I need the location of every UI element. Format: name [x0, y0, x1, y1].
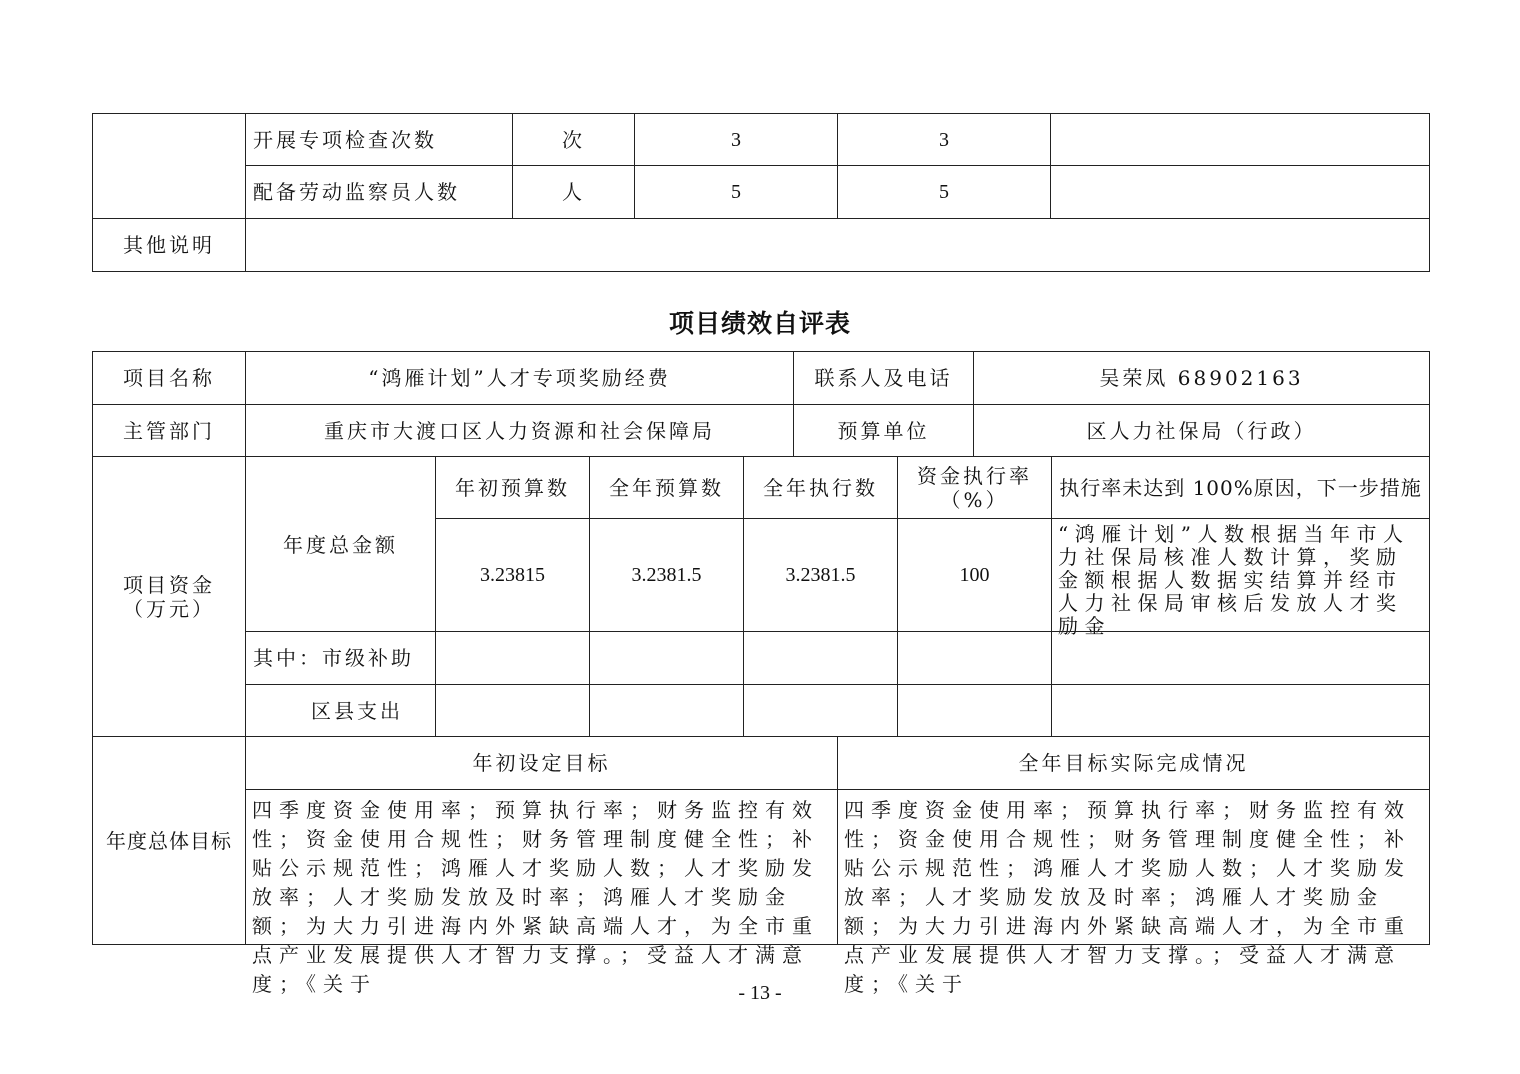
- project-name: “鸿雁计划”人才专项奖励经费: [245, 351, 794, 405]
- header-reason: 执行率未达到 100%原因，下一步措施: [1051, 456, 1430, 519]
- budget-unit-value: 区人力社保局（行政）: [973, 404, 1430, 457]
- empty-cell: [743, 631, 898, 685]
- actual-cell: 3: [837, 113, 1051, 166]
- empty-cell: [589, 684, 744, 737]
- header-annual-budget: 全年预算数: [589, 456, 744, 519]
- other-label: 其他说明: [92, 218, 246, 272]
- dept-label: 主管部门: [92, 404, 246, 457]
- initial-budget-value: 3.23815: [435, 518, 590, 632]
- empty-cell: [435, 631, 590, 685]
- empty-cell: [897, 684, 1052, 737]
- project-name-label: 项目名称: [92, 351, 246, 405]
- set-goal-text: 四季度资金使用率；预算执行率；财务监控有效性；资金使用合规性；财务管理制度健全性；补贴公示规范性；鸿雁人才奖励人数；人才奖励发放率；人才奖励发放及时率；鸿雁人才奖励金额；为大力引进海内外紧缺高端人才，为全市重点产业发展提供人才智力支撑。；受益人才满意度；《关于: [245, 789, 838, 945]
- actual-goal-text: 四季度资金使用率；预算执行率；财务监控有效性；资金使用合规性；财务管理制度健全性；补贴公示规范性；鸿雁人才奖励人数；人才奖励发放率；人才奖励发放及时率；鸿雁人才奖励金额；为大力引进海内外紧缺高端人才，为全市重点产业发展提供人才智力支撑。；受益人才满意度；《关于: [837, 789, 1430, 945]
- contact-value: 吴荣凤 68902163: [973, 351, 1430, 405]
- target-cell: 5: [634, 165, 838, 219]
- page-number: - 13 -: [738, 982, 782, 1004]
- empty-cell: [1051, 684, 1430, 737]
- header-initial-budget: 年初预算数: [435, 456, 590, 519]
- budget-unit-label: 预算单位: [793, 404, 974, 457]
- empty-cell: [1051, 631, 1430, 685]
- county-expense-label: 区县支出: [245, 684, 436, 737]
- merged-category-cell: [92, 113, 246, 219]
- empty-cell: [897, 631, 1052, 685]
- goals-label: 年度总体目标: [92, 736, 246, 945]
- header-annual-execution: 全年执行数: [743, 456, 898, 519]
- target-cell: 3: [634, 113, 838, 166]
- empty-cell: [743, 684, 898, 737]
- empty-cell: [435, 684, 590, 737]
- empty-cell: [589, 631, 744, 685]
- unit-cell: 次: [512, 113, 635, 166]
- page-title: 项目绩效自评表: [668, 309, 851, 338]
- city-subsidy-label: 其中：市级补助: [245, 631, 436, 685]
- actual-cell: 5: [837, 165, 1051, 219]
- set-goal-header: 年初设定目标: [245, 736, 838, 790]
- other-value: [245, 218, 1430, 272]
- reason-text: “鸿雁计划”人数根据当年市人力社保局核准人数计算，奖励金额根据人数据实结算并经市人力社保局审核后发放人才奖励金: [1051, 518, 1430, 632]
- indicator-cell: 配备劳动监察员人数: [245, 165, 513, 219]
- note-cell: [1050, 165, 1430, 219]
- annual-execution-value: 3.2381.5: [743, 518, 898, 632]
- contact-label: 联系人及电话: [793, 351, 974, 405]
- annual-budget-value: 3.2381.5: [589, 518, 744, 632]
- total-label: 年度总金额: [245, 456, 436, 632]
- header-execution-rate: 资金执行率（%）: [897, 456, 1052, 519]
- unit-cell: 人: [512, 165, 635, 219]
- dept-value: 重庆市大渡口区人力资源和社会保障局: [245, 404, 794, 457]
- indicator-cell: 开展专项检查次数: [245, 113, 513, 166]
- execution-rate-value: 100: [897, 518, 1052, 632]
- actual-goal-header: 全年目标实际完成情况: [837, 736, 1430, 790]
- note-cell: [1050, 113, 1430, 166]
- funds-label: 项目资金（万元）: [92, 456, 246, 737]
